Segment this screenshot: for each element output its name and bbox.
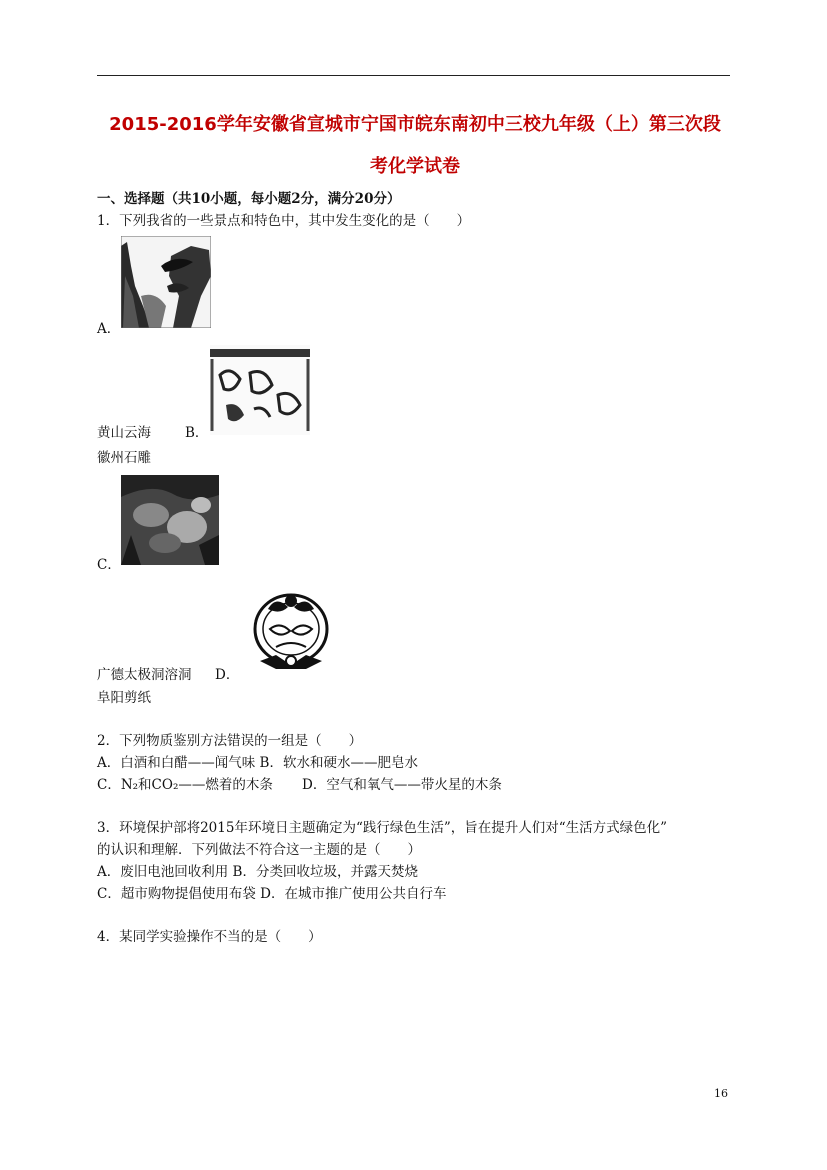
exam-title-line1: 2015-2016学年安徽省宣城市宁国市皖东南初中三校九年级（上）第三次段 xyxy=(109,114,721,135)
q1-option-b-letter: B． xyxy=(185,425,209,441)
fuyang-paper-cut-image xyxy=(246,585,336,670)
q1-option-c-letter: C． xyxy=(97,557,121,573)
q1-option-d-caption: 阜阳剪纸 xyxy=(97,690,151,706)
section-heading: 一、选择题（共10小题，每小题2分，满分20分） xyxy=(97,191,401,207)
exam-title-line2: 考化学试卷 xyxy=(370,156,460,177)
q3-stem-line1: 3．环境保护部将2015年环境日主题确定为“践行绿色生活”，旨在提升人们对“生活方式绿色化” xyxy=(97,820,668,836)
q1-stem: 1．下列我省的一些景点和特色中，其中发生变化的是（ ） xyxy=(97,213,471,229)
huizhou-stone-carving-image xyxy=(210,345,310,435)
q1-option-b-caption: 徽州石雕 xyxy=(97,450,151,466)
q4-stem: 4．某同学实验操作不当的是（ ） xyxy=(97,929,322,945)
q1-option-a-letter: A． xyxy=(97,321,121,337)
header-rule xyxy=(97,75,730,76)
huangshan-cloud-sea-image xyxy=(121,236,211,328)
q1-option-a-caption: 黄山云海 xyxy=(97,425,151,441)
q2-options-ab: A．白酒和白醋——闻气味 B．软水和硬水——肥皂水 xyxy=(97,755,418,771)
q2-option-c: C．N₂和CO₂——燃着的木条 xyxy=(97,777,273,793)
q3-options-cd: C．超市购物提倡使用布袋 D．在城市推广使用公共自行车 xyxy=(97,886,447,902)
q1-option-d-letter: D． xyxy=(215,667,240,683)
q2-stem: 2．下列物质鉴别方法错误的一组是（ ） xyxy=(97,733,363,749)
q1-option-c-caption: 广德太极洞溶洞 xyxy=(97,667,192,683)
q3-options-ab: A．废旧电池回收利用 B．分类回收垃圾，并露天焚烧 xyxy=(97,864,418,880)
page-number: 16 xyxy=(714,1087,728,1100)
guangde-cave-image xyxy=(121,475,219,565)
q2-option-d: D．空气和氧气——带火星的木条 xyxy=(302,777,502,793)
q3-stem-line2: 的认识和理解．下列做法不符合这一主题的是（ ） xyxy=(97,842,421,858)
